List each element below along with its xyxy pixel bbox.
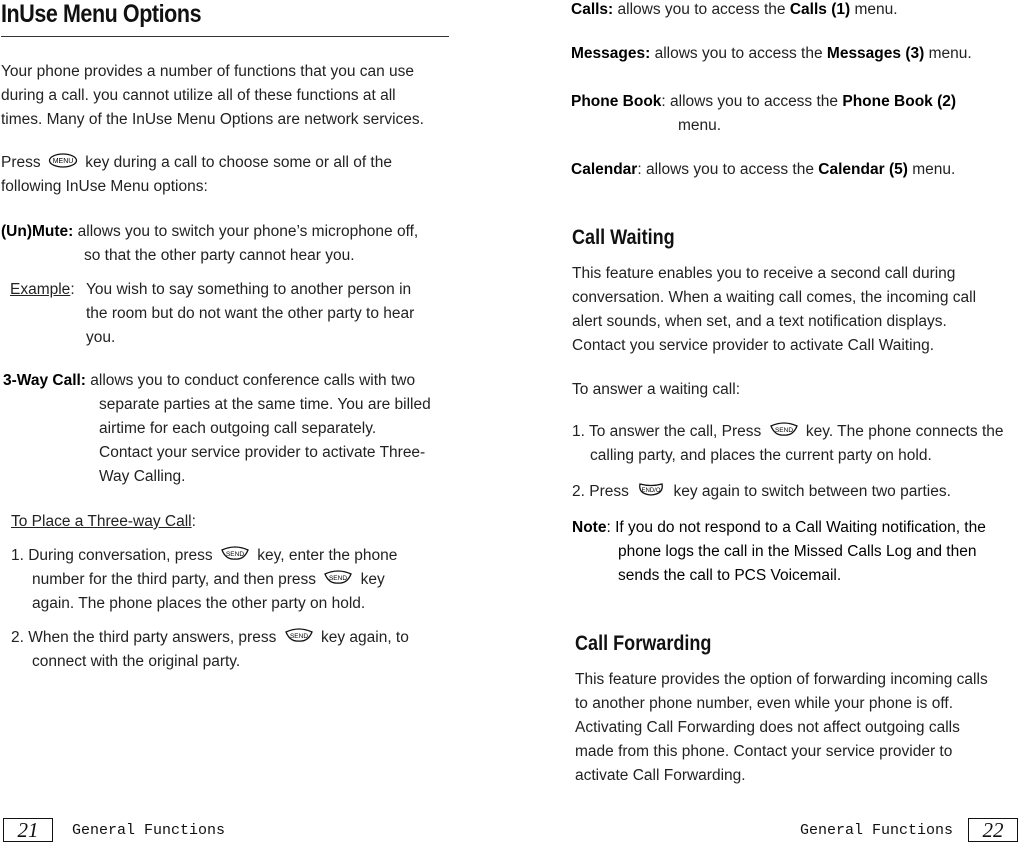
page-title: InUse Menu Options xyxy=(1,0,202,28)
example-label: Example xyxy=(10,281,71,298)
title-rule xyxy=(1,36,449,37)
note-block: Note: If you do not respond to a Call Waiting notification, the phone logs the call in the Missed Calls Log and then sends the call to PCS Voicemail. xyxy=(572,519,986,584)
page-number: 21 xyxy=(3,818,53,842)
send-key-icon xyxy=(284,628,314,643)
call-waiting-heading: Call Waiting xyxy=(572,226,675,249)
step-2: 2. When the third party answers, press SEND key again, to connect with the original party. xyxy=(11,629,409,670)
send-key-icon xyxy=(220,546,250,561)
svg-text:SEND: SEND xyxy=(329,575,348,583)
left-footer: 21 General Functions xyxy=(3,817,225,845)
threeway-term: 3-Way Call: xyxy=(3,372,86,389)
answer-intro: To answer a waiting call: xyxy=(572,381,740,398)
intro-paragraph: Your phone provides a number of functions that you can use during a call. you cannot utilize all of these functions at all times. Many of the InUse Menu Options are network services. xyxy=(1,63,424,128)
messages-option: Messages: allows you to access the Messages (3) menu. xyxy=(571,45,972,62)
svg-text:SEND: SEND xyxy=(225,551,244,559)
mute-term: (Un)Mute: xyxy=(1,223,74,240)
send-key-icon xyxy=(769,422,799,437)
calendar-option: Calendar: allows you to access the Calendar (5) menu. xyxy=(571,161,956,178)
example-text: You wish to say something to another person in the room but do not want the other party to hear you. xyxy=(86,281,415,346)
example-block: Example: xyxy=(10,281,75,298)
calls-option: Calls: allows you to access the Calls (1) menu. xyxy=(571,1,898,18)
svg-text:SEND: SEND xyxy=(774,427,793,435)
svg-text:END/O: END/O xyxy=(641,488,661,495)
threeway-option: 3-Way Call: allows you to conduct conference calls with two xyxy=(3,372,416,389)
phonebook-option: Phone Book: allows you to access the Phone Book (2) xyxy=(571,93,957,110)
menu-key-icon xyxy=(48,153,78,168)
call-forwarding-heading: Call Forwarding xyxy=(575,632,712,655)
answer-step-1: 1. To answer the call, Press SEND key. The phone connects the calling party, and places the current party on hold. xyxy=(572,423,1004,464)
svg-text:SEND: SEND xyxy=(289,633,308,641)
call-forwarding-paragraph: This feature provides the option of forwarding incoming calls to another phone number, even while your phone is off. Activating Call Forwarding does not affect outgoing calls made from this phone. Contact your service provider to activate Call Forwarding. xyxy=(575,671,988,784)
send-key-icon xyxy=(323,570,353,585)
right-footer: General Functions 22 xyxy=(800,817,1018,845)
call-waiting-paragraph: This feature enables you to receive a second call during conversation. When a waiting call comes, the incoming call alert sounds, when set, and a text notification displays. Contact you service provider to activate Call Waiting. xyxy=(572,265,977,354)
mute-option: (Un)Mute: allows you to switch your phone’s microphone off, xyxy=(1,223,419,240)
svg-text:MENU: MENU xyxy=(52,158,74,166)
end-key-icon xyxy=(636,482,666,497)
step-1: 1. During conversation, press SEND key, enter the phone number for the third party, and then press SEND key again. The phone places the other party on hold. xyxy=(11,547,398,612)
press-menu-paragraph: Press MENU key during a call to choose some or all of the following InUse Menu options: xyxy=(1,154,392,195)
page-number: 22 xyxy=(968,818,1018,842)
answer-step-2: 2. Press END/O key again to switch between two parties. xyxy=(572,483,951,500)
place-three-way-heading: To Place a Three-way Call: xyxy=(11,513,196,530)
